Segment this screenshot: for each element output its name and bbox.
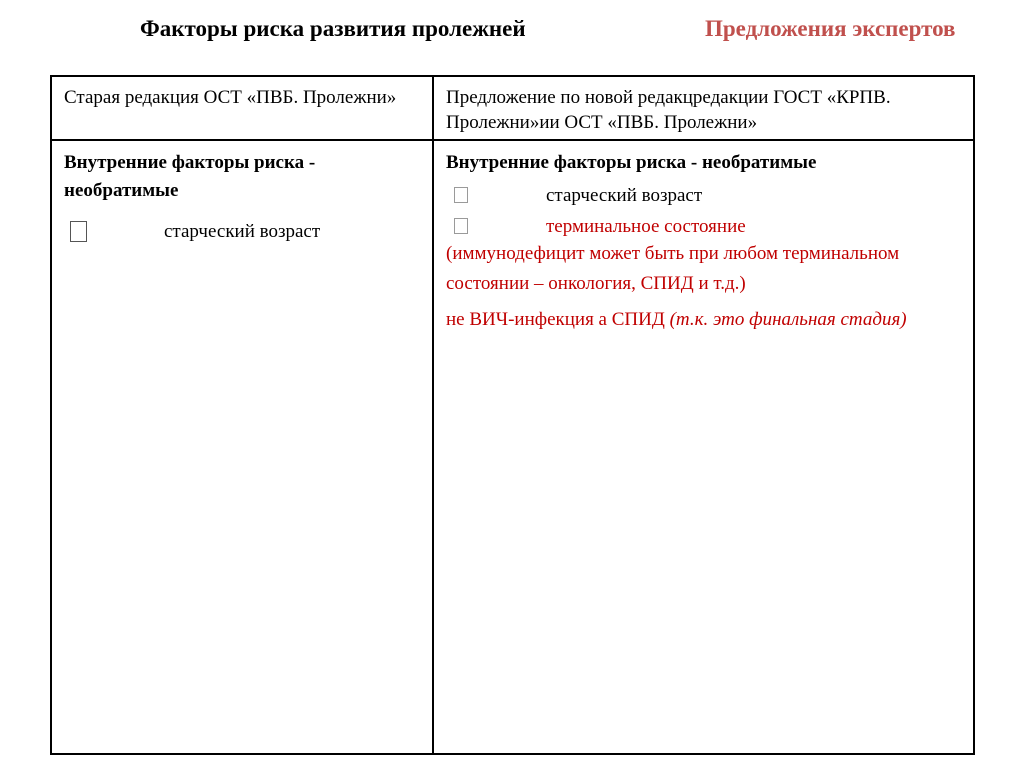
right-item-text: старческий возраст [546, 185, 703, 206]
table-header-row [51, 76, 974, 140]
page-title: Факторы риска развития пролежней [140, 16, 526, 41]
old-edition-cell [51, 140, 433, 754]
left-list-item [64, 219, 420, 244]
new-edition-header: Предложение по новой редакцредакции ГОСТ «КРПВ. Пролежни»ии ОСТ «ПВБ. Пролежни» [433, 76, 974, 140]
left-factors-heading: Внутренние факторы риска - необратимые [64, 152, 316, 201]
right-item-text: терминальное состояние [546, 216, 746, 237]
right-item-continuation: (иммунодефицит может быть при любом терминальном состоянии – онкология, СПИД и т.д.) [446, 243, 900, 294]
bullet-box-icon [70, 221, 87, 242]
right-list-item [446, 183, 961, 208]
old-edition-header: Старая редакция ОСТ «ПВБ. Пролежни» [51, 76, 433, 140]
new-edition-cell [433, 140, 974, 754]
comparison-table [50, 75, 975, 755]
hiv-aids-note [446, 305, 961, 335]
right-list-item [446, 214, 961, 299]
experts-suggestions-label: Предложения экспертов [705, 16, 956, 41]
bullet-box-icon [454, 187, 468, 203]
note-italic-text: (т.к. это финальная стадия) [669, 309, 907, 330]
table-body-row [51, 140, 974, 754]
bullet-box-icon [454, 218, 468, 234]
left-item-text: старческий возраст [164, 221, 321, 242]
note-main-text: не ВИЧ-инфекция а СПИД [446, 309, 670, 330]
right-factors-heading: Внутренние факторы риска - необратимые [446, 152, 817, 173]
